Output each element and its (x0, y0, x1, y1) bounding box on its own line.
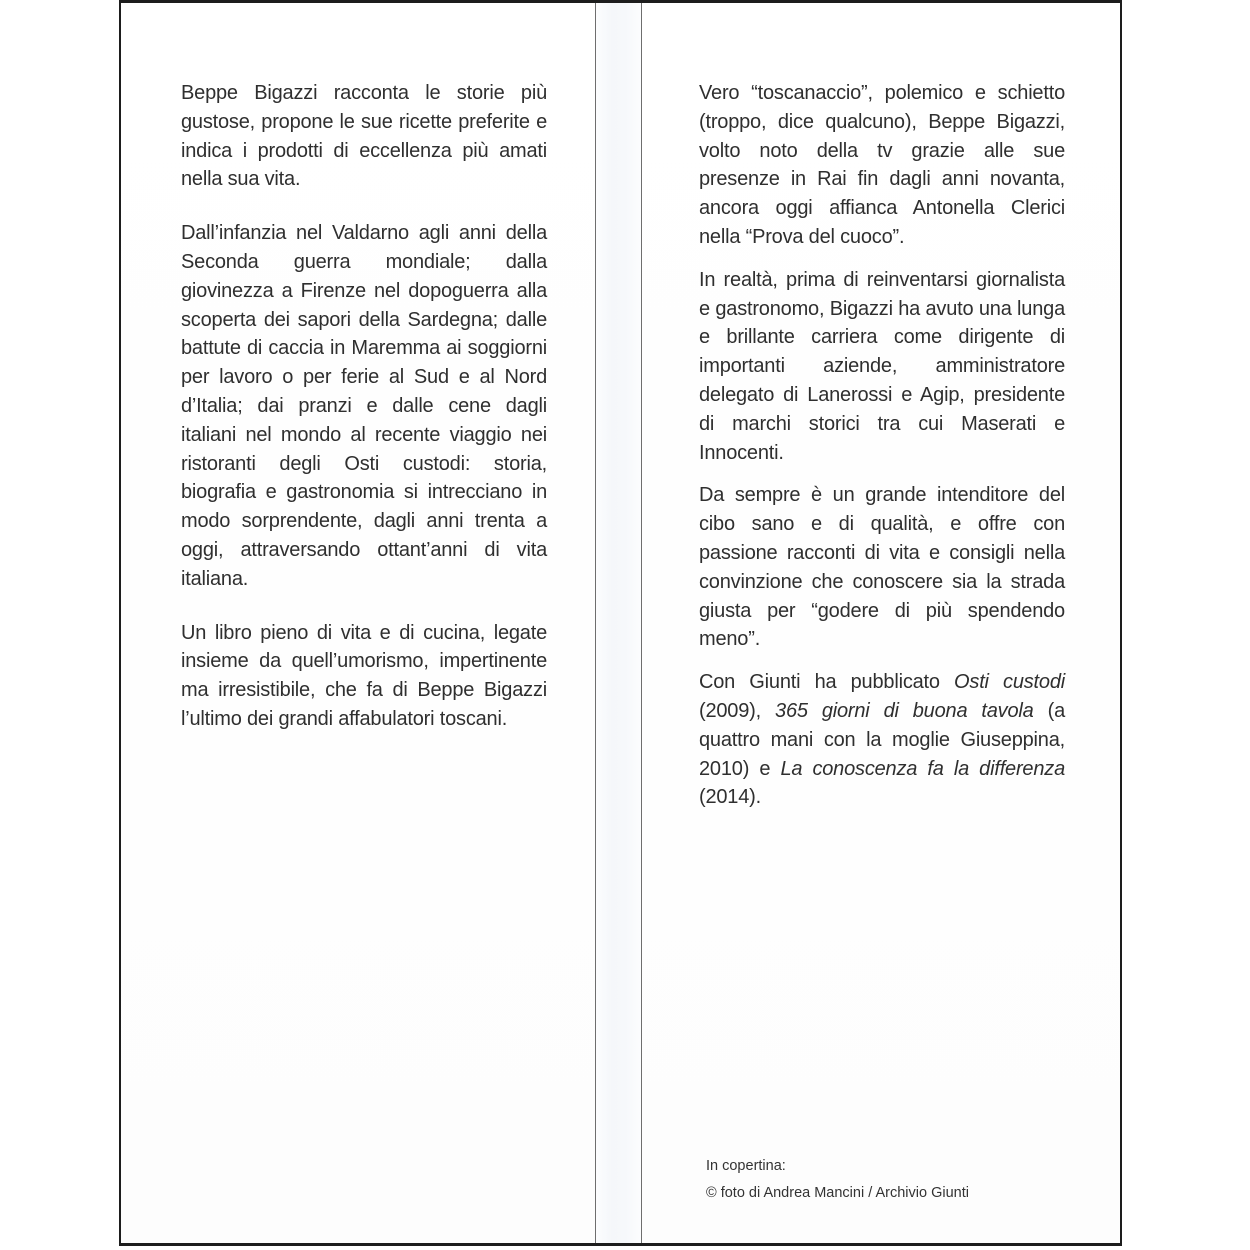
left-text-column (181, 79, 547, 734)
publications-segment: (a quattro mani con la moglie Giuseppina, 2010) e (699, 699, 1065, 780)
paragraph-life-story: Dall’infanzia nel Valdarno agli anni della Seconda guerra mondiale; dalla giovinezza a Firenze nel dopoguerra alla scoperta dei sapori della Sardegna; dalle battute di caccia in Maremma ai soggiorni per lavoro o per ferie al Sud e al Nord d’Italia; dai pranzi e dalle cene dagli italiani nel mondo al recente viaggio nei ristoranti degli Osti custodi: storia, biografia e gastronomia si intrecciano in modo sorprendente, dagli anni trenta a oggi, attraversando ottant’anni di vita italiana. (181, 222, 547, 590)
publications-segment: (2009), (699, 699, 776, 722)
paragraph-book-summary: Un libro pieno di vita e di cucina, legate insieme da quell’umorismo, impertinente ma irresistibile, che fa di Beppe Bigazzi l’ultimo dei grandi affabulatori toscani. (181, 621, 547, 730)
book-title-365-giorni: 365 giorni di buona tavola (775, 699, 1034, 722)
paragraph-tv-persona: Vero “toscanaccio”, polemico e schietto (troppo, dice qualcuno), Beppe Bigazzi, volto noto della tv grazie alle sue presenze in Rai fin dagli anni novanta, ancora oggi affianca Antonella Clerici nella “Prova del cuoco”. (699, 82, 1065, 248)
right-flap-page (642, 3, 1120, 1243)
paragraph-publications (699, 668, 1065, 812)
publications-segment: Con Giunti ha pubblicato (699, 671, 955, 694)
paragraph-career: In realtà, prima di reinventarsi giornalista e gastronomo, Bigazzi ha avuto una lunga e brillante carriera come dirigente di importanti aziende, amministratore delegato di Lanerossi e Agip, presidente di marchi storici tra cui Maserati e Innocenti. (699, 268, 1065, 464)
cover-photo-credits (706, 1153, 969, 1207)
right-text-column (699, 79, 1065, 812)
book-title-osti-custodi: Osti custodi (954, 671, 1065, 694)
credits-heading: In copertina: (706, 1158, 786, 1174)
book-title-la-conoscenza: La conoscenza fa la differenza (780, 757, 1065, 780)
left-flap-page (121, 3, 595, 1243)
jacket-flaps (119, 0, 1122, 1246)
paragraph-food-philosophy: Da sempre è un grande intenditore del cibo sano e di qualità, e offre con passione racconti di vita e consigli nella convinzione che conoscere sia la strada giusta per “godere di più spendendo meno”. (699, 484, 1065, 651)
credits-photographer: © foto di Andrea Mancini / Archivio Giunti (706, 1185, 969, 1201)
publications-segment: (2014). (699, 786, 761, 809)
spine-fold (595, 3, 642, 1243)
paragraph-bio-intro: Beppe Bigazzi racconta le storie più gustose, propone le sue ricette preferite e indica i prodotti di eccellenza più amati nella sua vita. (181, 82, 547, 191)
